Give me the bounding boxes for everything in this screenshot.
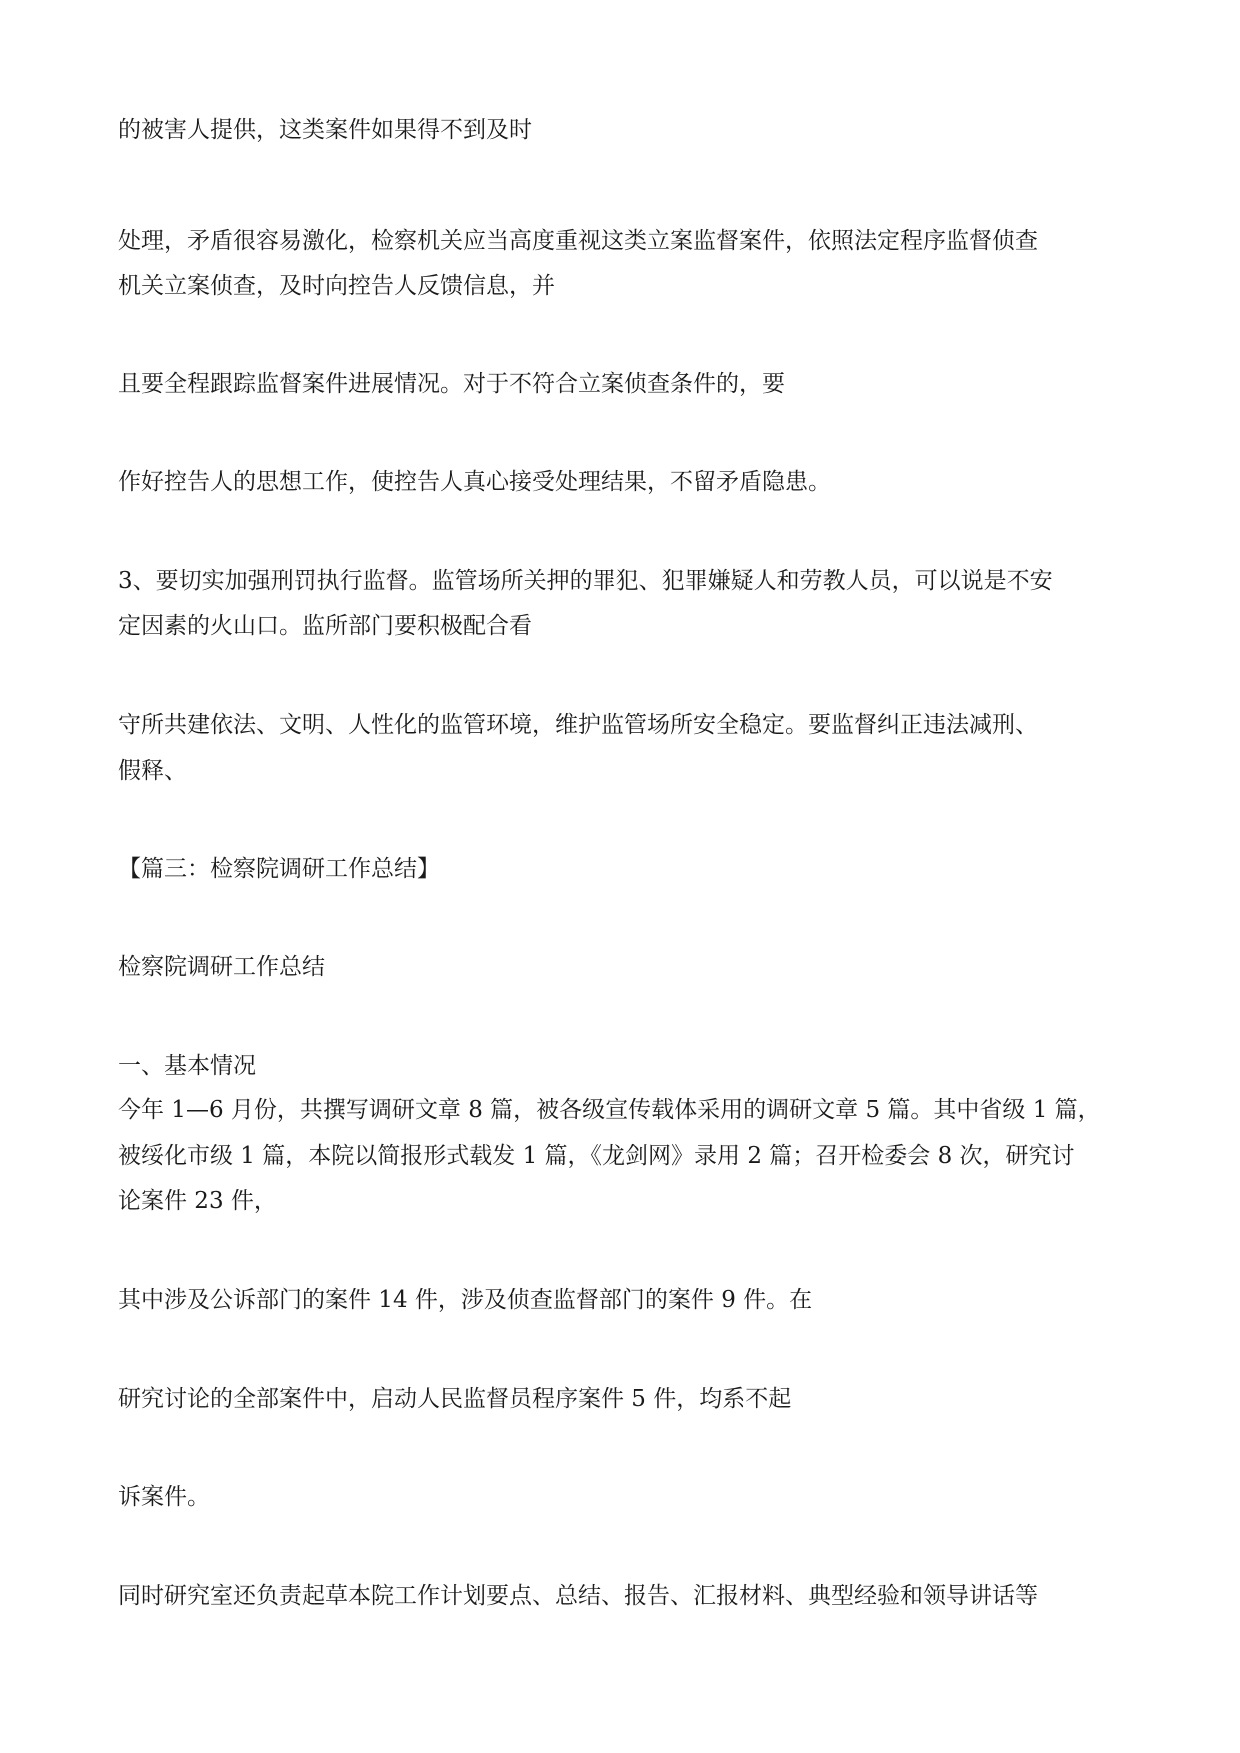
- text-line: 论案件 23 件，: [118, 1188, 277, 1214]
- text-line: 的被害人提供，这类案件如果得不到及时: [118, 117, 532, 143]
- text-line: 今年 1—6 月份，共撰写调研文章 8 篇，被各级宣传载体采用的调研文章 5 篇。其中省级 1 篇，: [118, 1097, 1101, 1123]
- document-title: 检察院调研工作总结: [118, 954, 325, 980]
- text-line: 其中涉及公诉部门的案件 14 件，涉及侦查监督部门的案件 9 件。在: [118, 1287, 813, 1313]
- text-line: 定因素的火山口。监所部门要积极配合看: [118, 613, 532, 639]
- text-line: 同时研究室还负责起草本院工作计划要点、总结、报告、汇报材料、典型经验和领导讲话等: [118, 1583, 1038, 1609]
- text-line: 处理，矛盾很容易激化，检察机关应当高度重视这类立案监督案件，依照法定程序监督侦查: [118, 228, 1038, 254]
- subsection-heading: 一、基本情况: [118, 1053, 256, 1079]
- text-line: 诉案件。: [118, 1484, 210, 1510]
- text-line: 且要全程跟踪监督案件进展情况。对于不符合立案侦查条件的，要: [118, 371, 785, 397]
- text-line: 被绥化市级 1 篇，本院以简报形式载发 1 篇，《龙剑网》录用 2 篇；召开检委会 8 次，研究讨: [118, 1143, 1075, 1169]
- text-line: 机关立案侦查，及时向控告人反馈信息，并: [118, 273, 555, 299]
- text-line: 3、要切实加强刑罚执行监督。监管场所关押的罪犯、犯罪嫌疑人和劳教人员，可以说是不安: [118, 568, 1053, 594]
- text-line: 作好控告人的思想工作，使控告人真心接受处理结果，不留矛盾隐患。: [118, 469, 831, 495]
- text-line: 守所共建依法、文明、人性化的监管环境，维护监管场所安全稳定。要监督纠正违法减刑、: [118, 712, 1038, 738]
- text-line: 研究讨论的全部案件中，启动人民监督员程序案件 5 件，均系不起: [118, 1386, 792, 1412]
- section-heading: 【篇三：检察院调研工作总结】: [118, 856, 440, 882]
- text-line: 假释、: [118, 758, 187, 784]
